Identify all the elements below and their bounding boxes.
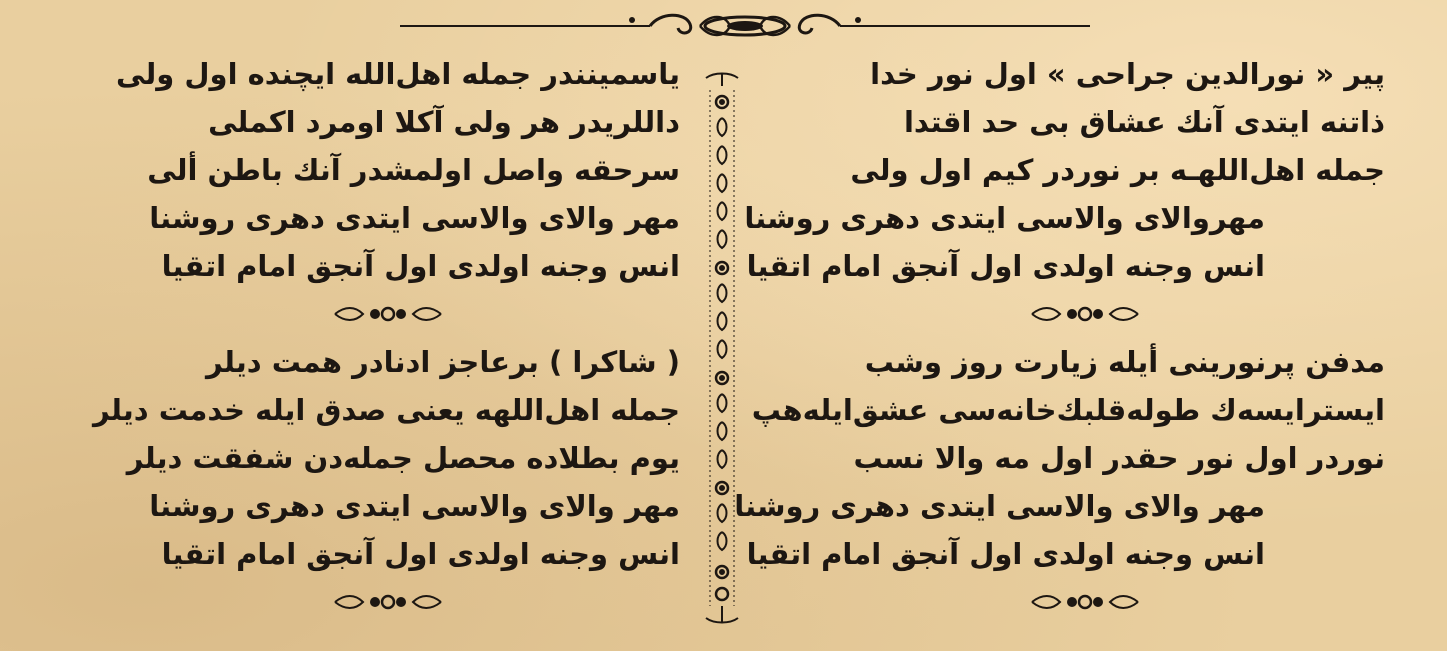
vertical-chain-divider xyxy=(700,72,744,624)
refrain-line: مهر والای والاسی ایتدی دهری روشنا xyxy=(149,201,680,235)
refrain-line: مهر والای والاسی ایتدی دهری روشنا xyxy=(149,489,680,523)
verse-line: ذاتنه ایتدی آنك عشاق بی حد اقتدا xyxy=(903,105,1385,139)
refrain-line: انس وجنه اولدی اول آنجق امام اتقیا xyxy=(161,537,680,571)
refrain-line: مهر والای والاسی ایتدی دهری روشنا xyxy=(734,489,1265,523)
verse-line: ایسترایسه‌ك طوله‌قلبك‌خانه‌سی عشق‌ایله‌هپ xyxy=(751,393,1385,427)
verse-line: داللریدر هر ولی آکلا اومرد اکملی xyxy=(208,105,680,139)
refrain-line: انس وجنه اولدی اول آنجق امام اتقیا xyxy=(746,537,1265,571)
verse-line: جمله اهل‌اللهـه بر نوردر کیم اول ولی xyxy=(850,153,1385,187)
verse-line: مدفن پرنورینی أیله زیارت روز وشب xyxy=(864,345,1385,379)
verse-line: یوم بطلاده محصل جمله‌دن شفقت دیلر xyxy=(126,441,680,475)
refrain-line: انس وجنه اولدی اول آنجق امام اتقیا xyxy=(161,249,680,283)
stanza-divider-ornament xyxy=(785,290,1385,338)
verse-line: پیر « نورالدین جراحی » اول نور خدا xyxy=(870,57,1385,91)
verse-line: سرحقه واصل اولمشدر آنك باطن ألی xyxy=(147,153,680,187)
verse-line: جمله اهل‌اللهه یعنی صدق ایله خدمت دیلر xyxy=(92,393,680,427)
verse-line: یاسمینندر جمله اهل‌الله ایچنده اول ولی xyxy=(116,57,680,91)
stanza-divider-ornament xyxy=(785,578,1385,626)
refrain-line: انس وجنه اولدی اول آنجق امام اتقیا xyxy=(746,249,1265,283)
verse-line: نوردر اول نور حقدر اول مه والا نسب xyxy=(853,441,1385,475)
top-scroll-ornament xyxy=(400,6,1090,42)
stanza-divider-ornament xyxy=(95,290,680,338)
left-poem-column xyxy=(92,50,680,640)
right-poem-column xyxy=(734,50,1385,640)
refrain-line: مهروالای والاسی ایتدی دهری روشنا xyxy=(744,201,1265,235)
verse-line: ( شاکرا ) برعاجز ادنادر همت دیلر xyxy=(206,345,680,379)
stanza-divider-ornament xyxy=(95,578,680,626)
